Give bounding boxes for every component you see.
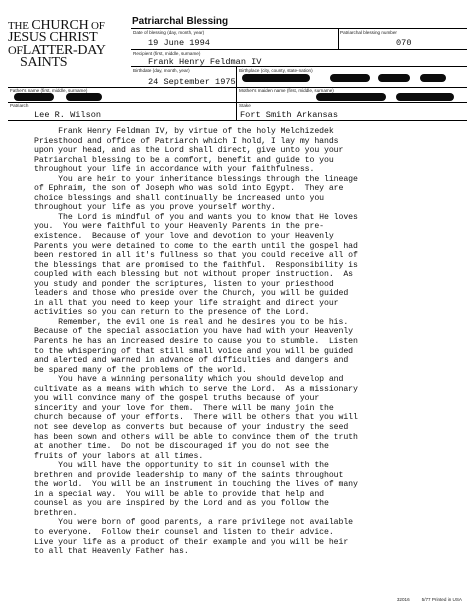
body-line: in a special way. You will be able to provide that help and bbox=[34, 489, 324, 499]
form-title: Patriarchal Blessing bbox=[132, 16, 229, 27]
body-line: Because of the special association you have had with your Heavenly bbox=[34, 327, 353, 337]
birthplace-label: Birthplace (city, county, state-nation) bbox=[239, 68, 313, 73]
body-line: you study and ponder the scriptures, listen to your priesthood bbox=[34, 279, 334, 289]
body-line: the blessings that are promised to the faithful. Responsibility is bbox=[34, 260, 358, 270]
patriarch-value: Lee R. Wilson bbox=[34, 110, 102, 120]
body-line: not see develop as converts but because of your industry the seed bbox=[34, 422, 349, 432]
body-line: upon your head, and as the Lord shall direct, give unto you your bbox=[34, 146, 344, 156]
logo-line1-c: OF bbox=[88, 20, 105, 32]
logo-line2: JESUS CHRIST bbox=[8, 30, 98, 45]
body-line: of Ephraim, the son of Joseph who was sold into Egypt. They are bbox=[34, 184, 344, 194]
body-line: Parents you were detained to come to the earth until the gospel had bbox=[34, 241, 358, 251]
church-logo bbox=[8, 20, 120, 69]
form-divider bbox=[236, 102, 237, 120]
body-line: been restored in all it's fullness so that you could receive all of bbox=[34, 251, 358, 261]
body-line: existence. Because of your love and devotion to your Heavenly bbox=[34, 232, 334, 242]
body-line: leaders and those who preside over the Church, you will be guided bbox=[34, 289, 349, 299]
body-line: The Lord is mindful of you and wants you to know that He loves bbox=[34, 212, 358, 222]
body-line: coupled with each blessing but not without proper instruction. As bbox=[34, 270, 353, 280]
patriarch-label: Patriarch bbox=[10, 103, 29, 108]
form-footer bbox=[385, 597, 462, 602]
body-line: brethren. bbox=[34, 508, 78, 518]
form-number: 32016 bbox=[396, 597, 410, 602]
body-line: and alerted and warned in advance of difficulties and dangers and bbox=[34, 356, 349, 366]
stake-label: Stake bbox=[239, 103, 251, 108]
body-line: Priesthood and office of Patriarch which I hold, I lay my hands bbox=[34, 136, 339, 146]
body-line: you will convince many of the gospel truths because of your bbox=[34, 394, 320, 404]
form-rule bbox=[131, 49, 467, 50]
form-divider bbox=[338, 28, 339, 49]
printed-note: 5/77 Printed in USA bbox=[421, 597, 462, 602]
logo-line3-a: OF bbox=[8, 43, 23, 57]
logo-line4: SAINTS bbox=[20, 55, 68, 70]
redaction-mark bbox=[378, 74, 410, 82]
body-line: in all that you need to keep your life straight and direct your bbox=[34, 298, 339, 308]
redaction-mark bbox=[66, 93, 102, 101]
body-line: throughout your life as you prove yourself worthy. bbox=[34, 203, 276, 213]
blessing-number-label: Patriarchal blessing number bbox=[340, 30, 397, 35]
date-of-blessing-label: Date of blessing (day, month, year) bbox=[133, 30, 205, 35]
form-divider bbox=[236, 66, 237, 87]
recipient-label: Recipient (first, middle, surname) bbox=[133, 51, 201, 56]
body-line: You have a winning personality which you should develop and bbox=[34, 375, 344, 385]
body-line: You will have the opportunity to sit in counsel with the bbox=[34, 461, 329, 471]
body-line: activities so you can return to the presence of the Lord. bbox=[34, 308, 310, 318]
redaction-mark bbox=[242, 74, 310, 82]
form-rule bbox=[8, 120, 467, 121]
recipient-value: Frank Henry Feldman IV bbox=[148, 57, 262, 67]
body-line: to all that Heavenly Father has. bbox=[34, 547, 189, 557]
stake-value: Fort Smith Arkansas bbox=[240, 110, 338, 120]
body-line: brethren and provide leadership to many of the saints throughout bbox=[34, 470, 344, 480]
body-line: fruits of your labors at all times. bbox=[34, 451, 204, 461]
body-line: counsel as you are inspired by the Lord and as you follow the bbox=[34, 499, 329, 509]
body-line: Patriarchal blessing to be a comfort, benefit and guide to you bbox=[34, 155, 334, 165]
body-line: Remember, the evil one is real and he desires you to be his. bbox=[34, 317, 349, 327]
date-of-blessing-value: 19 June 1994 bbox=[148, 38, 210, 48]
redaction-mark bbox=[14, 93, 54, 101]
body-line: church because of your efforts. There will be others that you will bbox=[34, 413, 358, 423]
logo-line3-b: LATTER-DAY bbox=[22, 43, 106, 58]
body-line: sincerity and your love for them. There will be many join the bbox=[34, 403, 334, 413]
body-line: You were born of good parents, a rare privilege not available bbox=[34, 518, 353, 528]
birthdate-value: 24 September 1975 bbox=[148, 77, 236, 87]
form-rule bbox=[8, 102, 467, 103]
body-line: choice blessings and shall continually be increased unto you bbox=[34, 193, 324, 203]
logo-line1-b: CHURCH bbox=[31, 18, 89, 33]
body-line: be spared many of the problems of the world. bbox=[34, 365, 247, 375]
body-line: to everyone. Follow their counsel and listen to their advice. bbox=[34, 527, 334, 537]
father-name-label: Father's name (first, middle, surname) bbox=[10, 88, 88, 93]
body-line: has been sown and others will be able to convince them of the truth bbox=[34, 432, 358, 442]
body-line: Frank Henry Feldman IV, by virtue of the holy Melchizedek bbox=[34, 127, 334, 136]
blessing-number-value: 070 bbox=[396, 38, 412, 48]
form-rule bbox=[131, 28, 467, 29]
form-divider bbox=[236, 87, 237, 102]
body-line: throughout your life in accordance with your faithfulness. bbox=[34, 165, 315, 175]
blessing-body bbox=[34, 127, 466, 557]
body-line: you. You were faithful to your Heavenly Parents in the pre- bbox=[34, 222, 324, 232]
redaction-mark bbox=[396, 93, 454, 101]
body-line: Parents he has an increased desire to cause you to stumble. Listen bbox=[34, 337, 358, 347]
body-line: You are heir to your inheritance blessings through the lineage bbox=[34, 174, 358, 184]
body-line: cultivate as a means with which to serve the Lord. As a missionary bbox=[34, 384, 358, 394]
body-line: the world. You will be an instrument in touching the lives of many bbox=[34, 480, 358, 490]
body-line: to the whispering of that still small voice and you will be guided bbox=[34, 346, 353, 356]
birthdate-label: Birthdate (day, month, year) bbox=[133, 68, 190, 73]
redaction-mark bbox=[330, 74, 370, 82]
redaction-mark bbox=[316, 93, 386, 101]
mother-name-label: Mother's maiden name (first, middle, surname) bbox=[239, 88, 334, 93]
logo-line1-a: THE bbox=[8, 20, 32, 32]
body-line: at another time. Do not be discouraged if you do not see the bbox=[34, 442, 329, 452]
redaction-mark bbox=[420, 74, 446, 82]
body-line: Live your life as a product of their example and you will be heir bbox=[34, 537, 349, 547]
